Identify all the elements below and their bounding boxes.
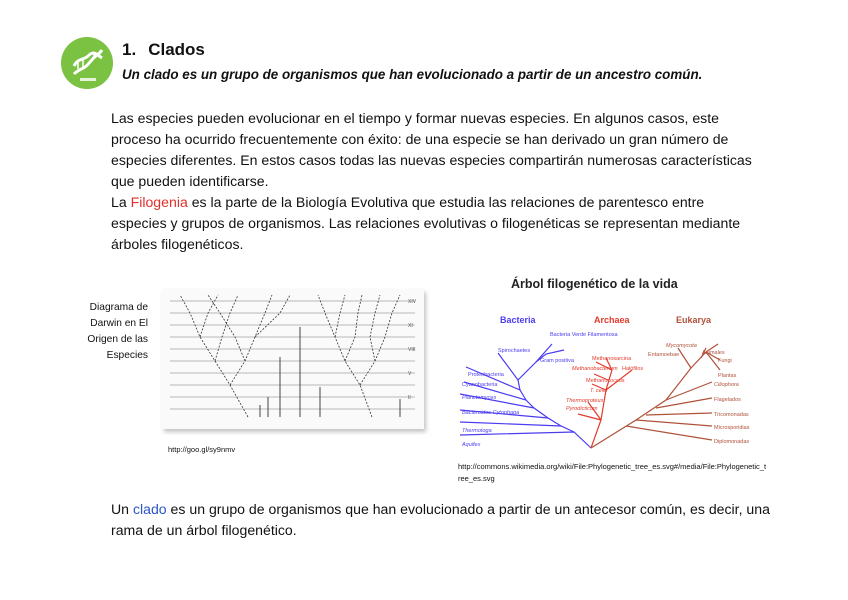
label-diplomonadas: Diplomonadas [714, 439, 750, 445]
label-gram-positiva: Gram positiva [540, 358, 574, 364]
domain-bacteria: Bacteria [500, 315, 536, 325]
label-plantas: Plantas [718, 373, 737, 379]
svg-text:XI: XI [408, 323, 413, 329]
tree-title: Árbol filogenético de la vida [511, 277, 678, 291]
tree-credit: http://commons.wikimedia.org/wiki/File:Phylogenetic_tree_es.svg#/media/File:Phylogenetic_tree_es.svg [458, 462, 767, 483]
clado-term: clado [132, 501, 167, 517]
label-animales: Animales [702, 350, 725, 356]
section-number: 1. [122, 40, 137, 59]
conclusion-before: Un [111, 501, 133, 517]
section-heading [122, 40, 205, 60]
label-pyrodicticum: Pyrodicticum [566, 406, 598, 412]
svg-text:VIII: VIII [408, 347, 416, 353]
label-tricomonadas: Tricomonadas [714, 412, 749, 418]
label-methanosarcina: Methanosarcina [592, 356, 632, 362]
label-ciliophora: Ciliophora [714, 382, 739, 388]
label-bacteria-verde: Bacteria Verde Filamentosa [550, 332, 618, 338]
label-aquifex: Aquifex [462, 442, 481, 448]
darwin-caption: Diagrama de Darwin en El Origen de las Especies [87, 302, 148, 361]
label-bacteroides: Bacteroides Cytophaga [462, 410, 520, 416]
label-mycomycota: Mycomycota [666, 343, 697, 349]
conclusion-after: es un grupo de organismos que han evolucionado a partir de un antecesor común, es decir, una rama de un árbol filogenético. [111, 501, 770, 538]
label-spirochaetes: Spirochaetes [498, 348, 531, 354]
p2-after: es la parte de la Biología Evolutiva que estudia las relaciones de parentesco entre especies y grupos de organismos. Las relaciones evolutivas o filogenéticas se representan mediante árboles filogenéticos. [111, 194, 741, 252]
domain-archaea: Archaea [594, 315, 630, 325]
svg-text:II: II [408, 395, 411, 401]
domain-eukarya: Eukarya [676, 315, 712, 325]
section-title: Clados [148, 40, 205, 59]
intro-paragraph-1: Las especies pueden evolucionar en el tiempo y formar nuevas especies. En algunos casos, este proceso ha ocurrido frecuentemente con éxito: de una especie se han derivado un gran número de especies diferentes. En estos casos todas las nuevas especies compartirán numerosas características que pueden identificarse. [111, 110, 752, 189]
darwin-diagram-image [160, 287, 430, 435]
label-cyanobacteria: Cyanobacteria [462, 382, 498, 388]
svg-text:V: V [408, 371, 412, 377]
darwin-credit: http://goo.gl/sy9nmv [168, 445, 236, 454]
label-methanococcus: Methanococcus [586, 378, 625, 384]
label-flagelados: Flagelados [714, 397, 741, 403]
label-planctomyces: Planctomyces [462, 395, 497, 401]
dna-logo-icon [60, 36, 114, 90]
label-thermotoga: Thermotoga [462, 428, 492, 434]
label-methanobacterium: Methanobacterium [572, 366, 618, 372]
intro-paragraph-2 [111, 192, 761, 255]
p2-before: La [111, 194, 131, 210]
label-microsporidias: Microsporidias [714, 425, 750, 431]
intro-text [111, 108, 761, 255]
label-thermoproteus: Thermoproteus [566, 398, 604, 404]
label-halofilos: Halófilos [622, 366, 644, 372]
filogenia-term: Filogenia [130, 194, 188, 210]
definition-subtitle: Un clado es un grupo de organismos que han evolucionado a partir de un ancestro común. [122, 67, 703, 82]
label-proteobacteria: Proteobacteria [468, 372, 504, 378]
label-fungi: Fungi [718, 358, 732, 364]
phylogenetic-tree-image [456, 270, 776, 455]
svg-text:XIV: XIV [408, 299, 417, 305]
label-t-celer: T. celer [590, 388, 608, 394]
conclusion-text [111, 499, 771, 541]
label-entamoebae: Entamoebae [648, 352, 680, 358]
